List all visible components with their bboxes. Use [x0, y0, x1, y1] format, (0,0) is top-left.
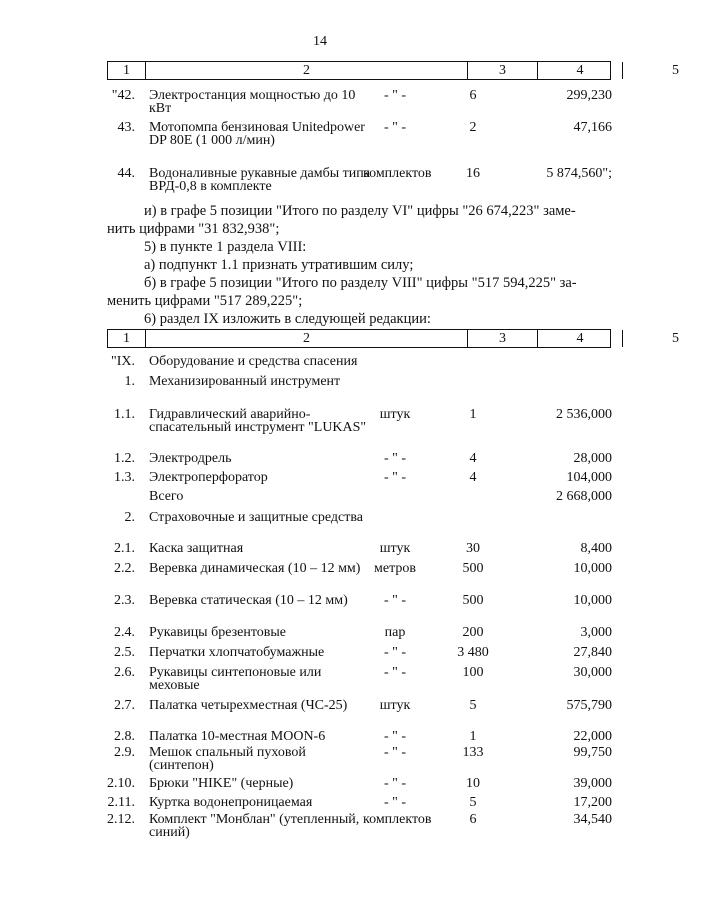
- paragraph: нить цифрами "31 832,938";: [107, 221, 280, 237]
- header-col-4: 4: [538, 62, 623, 79]
- table-header: [107, 329, 679, 348]
- header-col-1: 1: [108, 330, 146, 347]
- header-col-3: 3: [468, 330, 538, 347]
- paragraph: менить цифрами "517 289,225";: [107, 293, 303, 309]
- paragraph: 6) раздел IX изложить в следующей редакции:: [144, 311, 431, 327]
- paragraph: 5) в пункте 1 раздела VIII:: [144, 239, 307, 255]
- paragraph: а) подпункт 1.1 признать утратившим силу;: [144, 257, 414, 273]
- header-col-5: 5: [672, 331, 679, 346]
- header-col-5: 5: [672, 63, 679, 78]
- header-col-2: 2: [146, 330, 468, 347]
- header-col-1: 1: [108, 62, 146, 79]
- header-col-2: 2: [146, 62, 468, 79]
- paragraph: и) в графе 5 позиции "Итого по разделу VI" цифры "26 674,223" заме-: [144, 203, 576, 219]
- header-col-4: 4: [538, 330, 623, 347]
- page-number: 14: [313, 34, 327, 49]
- paragraph: б) в графе 5 позиции "Итого по разделу VIII" цифры "517 594,225" за-: [144, 275, 577, 291]
- table-header: [107, 61, 679, 80]
- header-col-3: 3: [468, 62, 538, 79]
